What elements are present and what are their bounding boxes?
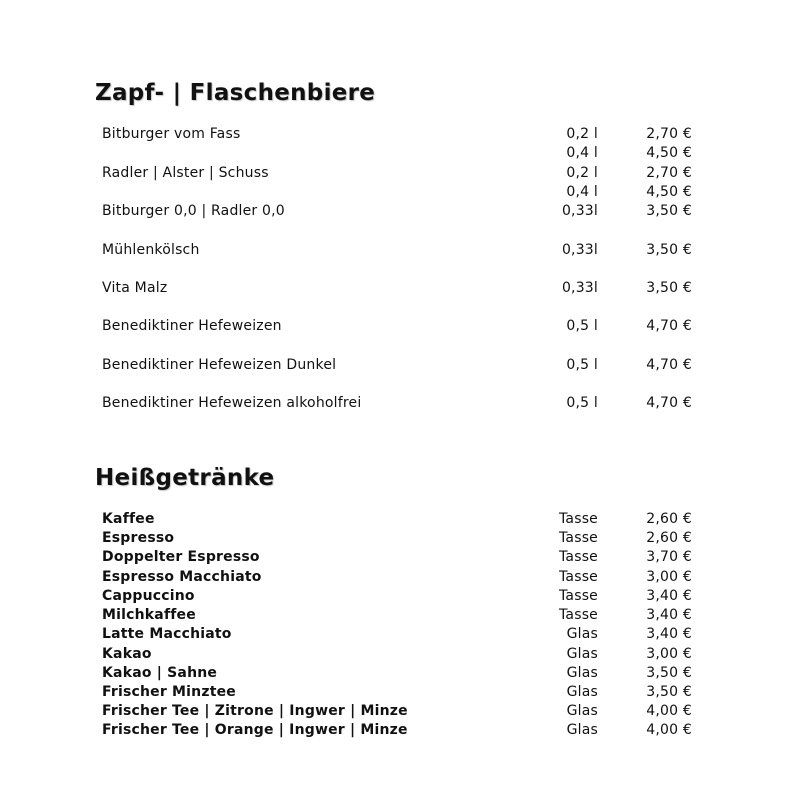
menu-item — [0, 702, 794, 721]
item-price: 3,70 € — [646, 549, 692, 565]
item-price: 3,50 € — [646, 242, 692, 258]
item-price: 2,60 € — [646, 530, 692, 546]
item-name: Benediktiner Hefeweizen alkoholfrei — [102, 395, 362, 411]
menu-item — [0, 394, 794, 413]
item-name: Espresso Macchiato — [102, 569, 262, 585]
menu-item — [0, 645, 794, 664]
item-price: 4,70 € — [646, 357, 692, 373]
item-name: Vita Malz — [102, 280, 168, 296]
item-price: 4,50 € — [646, 184, 692, 200]
item-price: 3,40 € — [646, 607, 692, 623]
item-name: Cappuccino — [102, 588, 195, 604]
menu-item — [0, 202, 794, 221]
item-price: 3,50 € — [646, 665, 692, 681]
item-name: Espresso — [102, 530, 175, 546]
item-size: 0,4 l — [566, 145, 598, 161]
menu-item — [0, 664, 794, 683]
item-name: Kakao — [102, 646, 152, 662]
item-name: Kakao | Sahne — [102, 665, 218, 681]
menu-item — [0, 548, 794, 567]
item-price: 2,70 € — [646, 126, 692, 142]
menu-item — [0, 183, 794, 202]
menu-item — [0, 568, 794, 587]
item-name: Frischer Tee | Zitrone | Ingwer | Minze — [102, 703, 408, 719]
menu-item — [0, 510, 794, 529]
item-size: 0,5 l — [566, 318, 598, 334]
beer-section-title: Zapf- | Flaschenbiere — [95, 80, 376, 106]
item-size: 0,33l — [561, 280, 598, 296]
item-name: Radler | Alster | Schuss — [102, 165, 269, 181]
item-price: 2,70 € — [646, 165, 692, 181]
item-size: Glas — [566, 626, 598, 642]
item-size: 0,33l — [561, 242, 598, 258]
menu-item — [0, 529, 794, 548]
item-name: Doppelter Espresso — [102, 549, 260, 565]
item-price: 2,60 € — [646, 511, 692, 527]
item-price: 3,40 € — [646, 626, 692, 642]
menu-item — [0, 606, 794, 625]
item-price: 4,70 € — [646, 318, 692, 334]
menu-item — [0, 279, 794, 298]
item-name: Benediktiner Hefeweizen Dunkel — [102, 357, 337, 373]
item-name: Mühlenkölsch — [102, 242, 200, 258]
item-price: 3,40 € — [646, 588, 692, 604]
menu-item — [0, 625, 794, 644]
menu-item — [0, 144, 794, 163]
item-size: Tasse — [558, 549, 598, 565]
menu-item — [0, 721, 794, 740]
item-name: Bitburger 0,0 | Radler 0,0 — [102, 203, 285, 219]
item-size: 0,2 l — [566, 126, 598, 142]
item-size: Glas — [566, 703, 598, 719]
item-size: Tasse — [558, 530, 598, 546]
item-name: Frischer Minztee — [102, 684, 236, 700]
menu-item — [0, 164, 794, 183]
item-size: Tasse — [558, 588, 598, 604]
item-price: 4,00 € — [646, 703, 692, 719]
item-name: Milchkaffee — [102, 607, 196, 623]
item-size: Glas — [566, 646, 598, 662]
item-size: Glas — [566, 722, 598, 738]
item-price: 3,00 € — [646, 569, 692, 585]
item-price: 3,50 € — [646, 203, 692, 219]
menu-item — [0, 125, 794, 144]
item-size: Tasse — [558, 511, 598, 527]
item-price: 3,00 € — [646, 646, 692, 662]
item-name: Latte Macchiato — [102, 626, 232, 642]
item-price: 3,50 € — [646, 280, 692, 296]
item-size: 0,4 l — [566, 184, 598, 200]
item-name: Frischer Tee | Orange | Ingwer | Minze — [102, 722, 408, 738]
menu-item — [0, 317, 794, 336]
item-price: 4,70 € — [646, 395, 692, 411]
menu-item — [0, 587, 794, 606]
item-name: Bitburger vom Fass — [102, 126, 241, 142]
menu-item — [0, 241, 794, 260]
item-price: 4,50 € — [646, 145, 692, 161]
item-price: 4,00 € — [646, 722, 692, 738]
item-size: 0,2 l — [566, 165, 598, 181]
hot-drinks-section-title: Heißgetränke — [95, 465, 275, 491]
item-price: 3,50 € — [646, 684, 692, 700]
item-size: Tasse — [558, 569, 598, 585]
item-size: 0,5 l — [566, 395, 598, 411]
item-size: Tasse — [558, 607, 598, 623]
item-size: 0,33l — [561, 203, 598, 219]
item-size: 0,5 l — [566, 357, 598, 373]
item-size: Glas — [566, 665, 598, 681]
item-name: Benediktiner Hefeweizen — [102, 318, 282, 334]
menu-item — [0, 356, 794, 375]
menu-item — [0, 683, 794, 702]
item-size: Glas — [566, 684, 598, 700]
item-name: Kaffee — [102, 511, 155, 527]
